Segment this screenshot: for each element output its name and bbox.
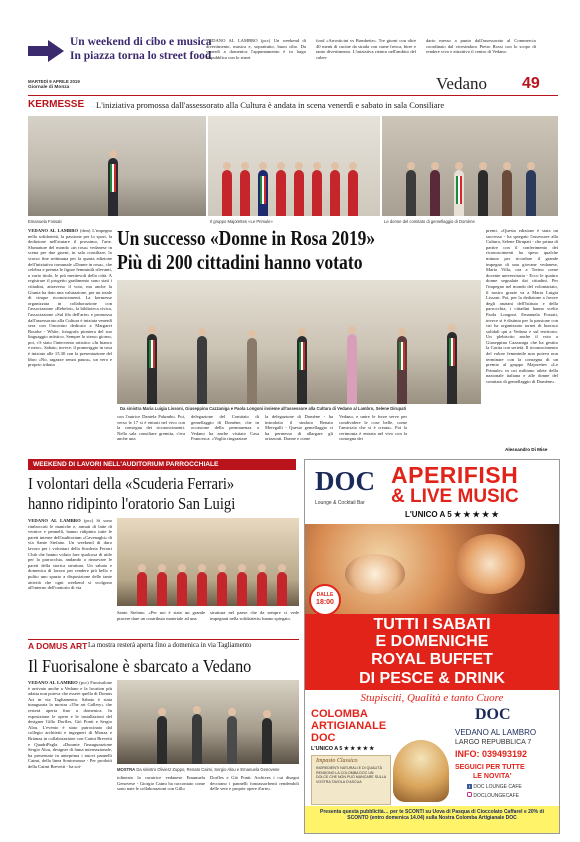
story2-col2: Santo Stefano. «Per noi è stato un grande piacere dare un contributo materiale ad una [117, 610, 205, 621]
story1-col3: delegazione del Comitato di gemellaggio di Domène, che in occasione della permanenza a Vedano ha anche visitato Casa Francesca. «Voglio ringraziare [191, 414, 259, 442]
ad-headline1: APERIFISH [391, 462, 519, 488]
caption-3: Le donne del comitato di gemellaggio di Domène [384, 219, 475, 224]
ad-social1-text: DOC LOUNGE CAFE [473, 784, 522, 790]
story2-col3: struttura nel paese che da sempre ci vede impegnati nella solidarietà» hanno spiegato. [210, 610, 299, 621]
story3-col1 [28, 680, 112, 832]
instagram-icon [467, 792, 472, 797]
ad-gelato-list-title: Impasto Classico [316, 758, 358, 764]
story3-col2: tolineato la curatrice vedanese Emanuela Genovese - Giorgio Caimi ha raccontato come sono nate le collaborazioni con Gillo [117, 775, 205, 792]
ad-footer-text: Presenta questa pubblicità… per te SCONTI su Uova di Pasqua di Cioccolato Caffarel e 20% di SCONTO (entro domenica 14.04) sulla Nostra Colomba Artigianale DOC [320, 809, 544, 822]
story2-kicker: WEEKEND DI LAVORI NELL'AUDITORIUM PARROCCHIALE [33, 461, 219, 468]
ad-phone: INFO: 039493192 [455, 749, 528, 759]
header-rule [28, 95, 558, 96]
paper-name: Giornale di Monza [28, 85, 70, 90]
ad-logo: DOC [315, 466, 375, 496]
ad-follow1: SEGUICI PER TUTTE [455, 764, 525, 771]
story3-subhead: La mostra resterà aperta fino a domenica in via Tagliamento [88, 642, 252, 649]
ad-gelato-list: INGREDIENTI NATURALI E DI QUALITÀ RENDONO LA COLOMBA DOC UN DOLCE CHE NON PUÒ MANCARE SULLA VOSTRA TAVOLA D'ASCUA [316, 766, 386, 784]
story1-kicker: KERMESSE [28, 99, 85, 110]
ad-logo-small: DOC [475, 706, 511, 723]
ad-colomba-photo [393, 740, 449, 802]
story1-col2: con l'autrice Daniela Palumbo. Poi, verso le 17 si è entrati nel vivo con la consegna dei riconoscimenti. Nella sala consiliare gremita, c'era anche una [117, 414, 185, 442]
ad-top-band [305, 460, 559, 524]
photo-caption-fuorisalone [117, 767, 279, 772]
photo-majorettes [208, 116, 380, 216]
teaser [28, 36, 558, 74]
ad-food-photo [305, 524, 559, 614]
ad-red-band [305, 614, 559, 690]
photo-award-winners [117, 280, 481, 404]
photo-caption-text: Da sinistro Olivierz Zuppo, Renato Caimi, Sergio Alou e Emanuela Genovese [136, 767, 280, 772]
ad-band1: TUTTI I SABATI [373, 616, 491, 633]
photo-fuorisalone [117, 680, 299, 764]
ad-gelato2: ARTIGIANALE [311, 720, 387, 732]
ad-badge-time: 18:00 [316, 599, 334, 606]
story2-col1 [28, 518, 112, 636]
story3-col1-text: (pcc) Fuorisalone è arrivato anche a Vedano e la location più adatta non poteva che essere quella di Domus Art in via Tagliamento. Sabato è stata inaugurata la mostra «The art Gallery» che resterà aperta fino a domenica. In esposizione le opere e le installazioni del designer Gillo Dorfles, Giò Ponti e Sergio Alou. L'evento è stato patrocinato dal collegio architetti e ingegneri di Monza e Brianza in collaborazione con Caimi Brevetti e QuadriPagla. «Durante l'inaugurazione Sergio Alou, designer di fama internazionale, ha presentato in anteprima i nuovi pannelli Caimi, della linea Sonicmouse - Per prodotti della Caimi Brevetti - ha sot- [28, 680, 112, 769]
ad-follow2: LE NOVITA' [473, 773, 512, 780]
story3-rule [28, 639, 299, 640]
ad-band4: DI PESCE & DRINK [359, 670, 505, 687]
ad-footer [305, 806, 559, 833]
story2-dateline: VEDANO AL LAMBRO [28, 518, 81, 523]
caption-1: Emanuela Fossati [28, 219, 62, 224]
ad-band2: E DOMENICHE [375, 633, 489, 650]
story2-title2: hanno ridipinto l'oratorio San Luigi [28, 494, 236, 513]
story3-col3: Dorfles e Giò Ponti. Archives i cui disegni decorano i pannelli fonoassorbenti rendendoli delle vere e proprie opere d'arte». [210, 775, 299, 792]
page-town: Vedano [436, 74, 487, 93]
story1-col5: Vedano, e unire le forze serve per condividere le cose belle, come l'amicizia che si è creata». Poi la cerimonia è entrata nel vivo con la consegna dei [339, 414, 407, 442]
ad-social2-text: DOCLOUNGECAFE [473, 793, 519, 799]
ad-social2 [467, 792, 519, 799]
caption-2: Il gruppo Majorettes «Le Primule» [210, 219, 273, 224]
story3-dateline: VEDANO AL LAMBRO [28, 680, 78, 685]
story1-col1 [28, 228, 112, 456]
story1-subhead: L'iniziativa promossa dall'assessorato alla Cultura è andata in scena venerdì e sabato in sala Consiliare [96, 100, 445, 110]
ad-gelato1: COLOMBA [311, 708, 368, 720]
story1-col6: premi. «Questa edizione è stata un successo - ha spiegato l'assessore alla Cultura, Selene Dirupati - che prima di partire con il conferimento dei riconoscimenti ha speso qualche minuto per ricordare il grande impegno di una giovane vedanese, Maria Villa, ora a Torino come docente universitaria - Ecco le quattro donne segnalate dai cittadini. Per l'impegno nel mondo del volontariato, il nostro grazie va a Maria Luigia Lissoni. Poi, per la dedizione a favore degli anziani dell'Istituto e della parrocchia, i cittadini hanno scelto Paola Longoni. Emanuela Fossati, invece si è distinta per la passione con cui ha organizzato tornei di burraco solidali qui a Vedano e sul territorio. Un plebiscito anche il voto a Giuseppina Cazzaniga che ha gestito la Casita con serietà. Il riconoscimento del valore femminile non poteva non terminare con la consegna di un premio al gruppo Majorettes «Le Primule» in cui militano atlete della nazionale italiana e alle donne del comitato di gemellaggio di Domène». [486, 228, 558, 385]
photo-emanuela-fossati [28, 116, 206, 216]
ad-band3: ROYAL BUFFET [371, 651, 493, 668]
ad-address: LARGO REPUBBLICA 7 [455, 739, 532, 746]
teaser-col2: food «Arrosticini vs Bombette». Tre giorni con oltre 40 menù di cucine da strada con carne fresca, birre e tanto divertimento. L'iniziativa rientra nell'ambito del calen- [316, 38, 416, 60]
facebook-icon: f [468, 784, 471, 789]
story1-byline: Alessandro Di Mise [505, 447, 548, 452]
issue-date: MARTEDÌ 9 APRILE 2019 [28, 79, 80, 84]
story3-title: Il Fuorisalone è sbarcato a Vedano [28, 656, 252, 676]
teaser-col3: dario messo a punto dall'assessorato al Commercio coordinato dal vicesindaco Pietro Rossi con lo scopo di rendere vivo e attrattivo il centro di Vedano. [426, 38, 536, 55]
ad-script: Stupisciti, Qualità e tanto Cuore [360, 692, 504, 704]
ad-town: VEDANO AL LAMBRO [455, 728, 537, 737]
story1-title2: Più di 200 cittadini hanno votato [117, 250, 363, 274]
story2-col1-text: (pcc) Si sono rimboccati le maniche e, armati di latte di vernice e pennelli, hanno ridipinto tutte le pareti interne dell'auditorium «Cavenaghi» di via Sante Stefano. Un weekend di duro lavoro per i volontari della Scuderia Ferrari Club che hanno voluto fare qualcosa di utile per la parrocchia, andando a rinnovare le pareti della storica struttura. Un sabato e domenica di lavoro per rendere più bello e pulito uno spazio a disposizione delle tante attività che ogni weekend si svolgono all'interno dell'oratorio di via [28, 518, 112, 591]
photo-domene-committee [382, 116, 558, 216]
ad-price: L'UNICO A 5 ★ ★ ★ ★ ★ [405, 510, 499, 519]
photo-caption-lead: MOSTRA [117, 767, 136, 772]
teaser-line1: Un weekend di cibo e musica [70, 36, 212, 48]
ad-badge-label: DALLE [316, 592, 334, 598]
story1-col4: la delegazione di Domène - ha introdotto il sindaco Renato Meregalli - Questo gemellaggio ci ha permesso di allargare gli orizzonti. Donne e come [265, 414, 333, 442]
ad-time-badge [309, 584, 341, 616]
ad-logo-sub: Lounge & Cocktail Bar [315, 500, 365, 506]
arrow-icon [28, 40, 64, 62]
ad-gelato-card [311, 755, 391, 805]
story3-kicker: A DOMUS ART [28, 641, 88, 651]
ad-headline2: & LIVE MUSIC [391, 486, 519, 507]
ad-gelato3: DOC [311, 732, 336, 744]
story1-col1-text: (drm) L'impegno nella solidarietà, la passione per lo sport, la dedizione nell'aiutare il prossimo, l'arte. Sfumature del mondo «in rosa» vedanese in scena per due giorni, in sala consiliare, lo scorso fine settimana per la quarta edizione dell'iniziativa comunale «Donne in rosa», che celebra e premia le figure femminili rilevanti, a vario titolo, le più meritevoli della città. A registrare il progetto gradimento sono stati i cittadini, attraverso il voto, ma anche la Giunta ha dato una valutazione, per un totale di cinque riconoscimenti. La kermesse organizzata in collaborazione con l'associazione «Rebelot», la biblioteca civica, l'associazione «Sul filo dell'arte» e promossa dall'assessorato alla Cultura è iniziata venerdì sera con l'incontro dedicato a Margaret Bourke - White, fotografa pioniera del suo linguaggio artistico. Sempre lo stesso giorno, poi, c'è stato l'intervento artistico «In bianco e nero». Sabato, invece, il pomeriggio in rosa è iniziato alle 15.30 con la presentazione del libro «No, ragazze senza paura», un vero e proprio tributo [28, 228, 112, 368]
story2-title1: I volontari della «Scuderia Ferrari» [28, 474, 235, 493]
teaser-col1: VEDANO AL LAMBRO (pcc) Un weekend di divertimento, musica e, soprattutto, buon cibo. Da venerdì a domenica l'appuntamento è in largo Repubblica con lo street [206, 38, 306, 60]
teaser-line2: In piazza torna lo street food [70, 50, 212, 62]
ad-gelato-price: L'UNICO A 5 ★ ★ ★ ★ ★ [311, 746, 375, 752]
page-number: 49 [522, 75, 540, 92]
story2-kicker-bar [28, 459, 296, 470]
story1-title1: Un successo «Donne in Rosa 2019» [117, 226, 376, 250]
ad-social1 [467, 784, 522, 790]
photo-caption-winners: Da sinistra Maria Luigia Lissoni, Giuseppina Cazzaniga e Paola Longoni insieme all'assessore alla Cultura di Vedano al Lambro, Selene Dirupati [120, 406, 407, 411]
photo-scuderia-volunteers [117, 518, 299, 606]
story1-dateline: VEDANO AL LAMBRO [28, 228, 79, 233]
doc-advertisement [304, 459, 560, 834]
